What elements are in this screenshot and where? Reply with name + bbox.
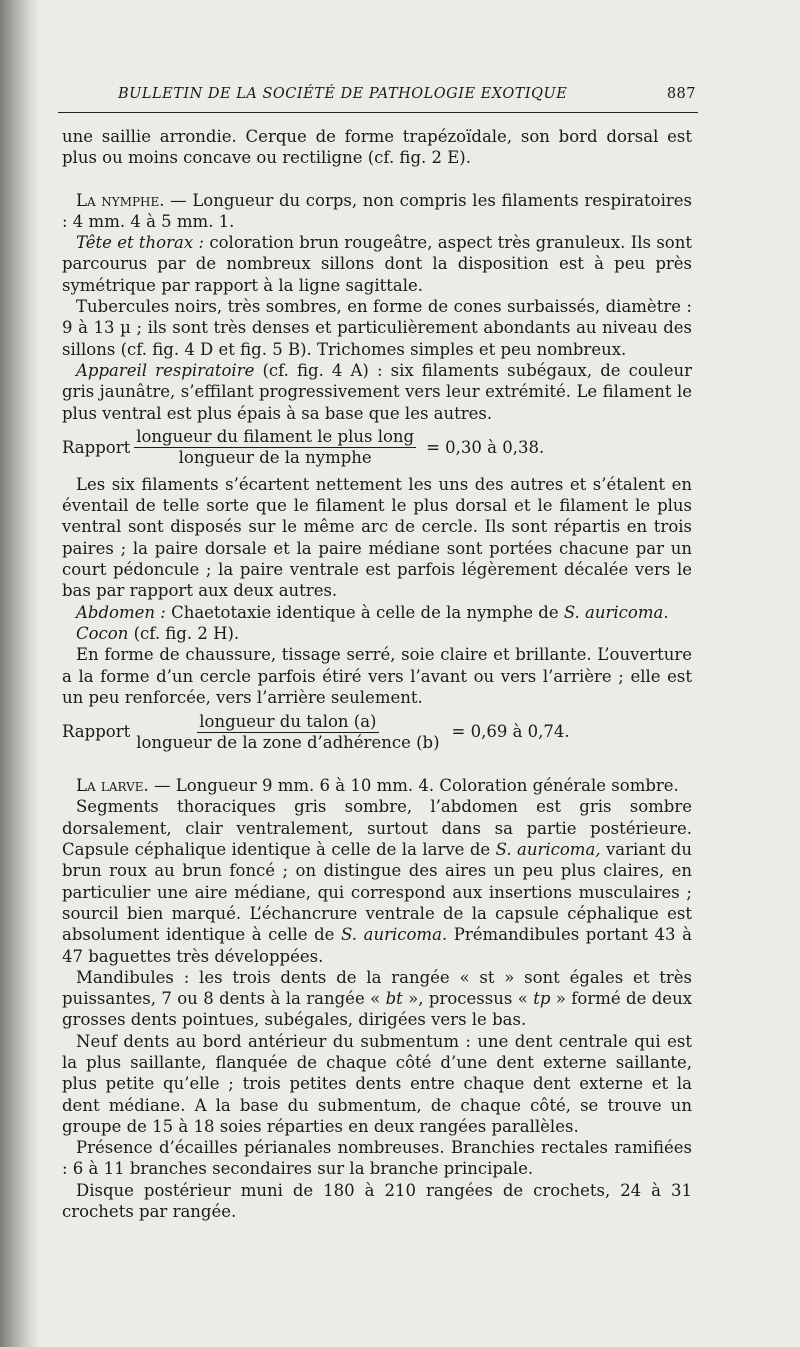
larve-intro-text: — Longueur 9 mm. 6 à 10 mm. 4. Coloration générale sombre. (148, 776, 679, 796)
formula-label: Rapport (62, 722, 131, 742)
segments-text: variant du brun roux au brun foncé ; on distingue des aires un peu plus claires, en particulier une aire médiane, qui correspond aux insertions musculaires ; sourcil bien marqué. L’échancrure ventrale de la capsule céphalique est absolument identique à celle de (62, 840, 692, 945)
row-code: bt (385, 989, 403, 1009)
nymphe-intro-text: — Longueur du corps, non compris les filaments respiratoires : 4 mm. 4 à 5 mm. 1. (62, 190, 693, 231)
abdomen-text: Chaetotaxie identique à celle de la nymphe de (165, 602, 564, 622)
tete-thorax-text: coloration brun rougeâtre, aspect très granuleux. Ils sont parcourus par de nombreux sillons dont la disposition est à peu près symétrique par rapport à la ligne sagittale. (62, 233, 692, 295)
mandibules-text: Mandibules : les trois dents de la rangée « st » sont égales et très puissantes, 7 ou 8 dents à la rangée « (62, 967, 692, 1009)
paragraph-nymphe-intro (62, 190, 692, 233)
fraction-numerator: longueur du talon (a) (199, 711, 377, 731)
paragraph-abdomen (62, 602, 692, 623)
running-header (58, 84, 698, 113)
paragraph-mandibules (62, 967, 692, 1031)
species-name: S. auricoma. (563, 602, 669, 622)
fraction-denominator: longueur de la nymphe (178, 448, 372, 468)
page-gutter-shadow (0, 0, 38, 1347)
formula-result: = 0,69 à 0,74. (451, 722, 570, 742)
formula-talon-ratio (62, 710, 692, 754)
section-heading-larve: La larve. (76, 776, 149, 796)
paragraph-ecailles: Présence d’écailles périanales nombreuses. Branchies rectales ramifiées : 6 à 11 branches secondaires sur la branche principale. (62, 1138, 692, 1179)
section-heading-nymphe: La nymphe. (76, 190, 165, 210)
paragraph-tete-thorax (62, 232, 692, 296)
fraction (134, 427, 416, 468)
mandibules-text: » formé de deux grosses dents pointues, subégales, dirigées vers le bas. (62, 989, 693, 1030)
mandibules-text: », processus « (402, 989, 534, 1009)
page-number: 887 (666, 86, 696, 102)
species-name: S. auricoma, (495, 840, 601, 860)
paragraph-submentum: Neuf dents au bord antérieur du submentum : une dent centrale qui est la plus saillante, flanquée de chaque côté d’une dent externe saillante, plus petite qu’elle ; trois petites dents entre chaque dent externe et la dent médiane. A la base du submentum, de chaque côté, se trouve un groupe de 15 à 18 soies réparties en deux rangées parallèles. (62, 1031, 692, 1136)
running-title: BULLETIN DE LA SOCIÉTÉ DE PATHOLOGIE EXOTIQUE (118, 86, 568, 102)
paragraph-tubercules: Tubercules noirs, très sombres, en forme de cones surbaissés, diamètre : 9 à 13 µ ; ils sont très denses et particulièrement abondants au niveau des sillons (cf. fig. 4 D et fig. 5 B). Trichomes simples et peu nombreux. (62, 297, 692, 359)
article-body (62, 126, 692, 1222)
subheading-appareil: Appareil respiratoire (76, 360, 255, 380)
segments-text: Prémandibules portant 43 à 47 baguettes très développées. (62, 925, 692, 966)
paragraph-disque: Disque postérieur muni de 180 à 210 rangées de crochets, 24 à 31 crochets par rangée. (62, 1180, 692, 1222)
paragraph-filaments: Les six filaments s’écartent nettement les uns des autres et s’étalent en éventail de telle sorte que le filament le plus dorsal et le filament le plus ventral sont disposés sur le même arc de cercle. Ils sont répartis en trois paires ; la paire dorsale et la paire médiane sont portées chacune par un court pédoncule ; la paire ventrale est parfois légèrement décalée vers le bas par rapport aux deux autres. (62, 474, 692, 601)
fraction (134, 712, 441, 753)
formula-label: Rapport (62, 438, 131, 458)
subheading-cocon: Cocon (76, 623, 129, 643)
paragraph-cocon: En forme de chaussure, tissage serré, soie claire et brillante. L’ouverture a la forme d’un cercle parfois étiré vers l’avant ou vers l’arrière ; elle est un peu renforcée, vers l’arrière seulement. (62, 645, 692, 707)
fraction-numerator: longueur du filament le plus long (136, 427, 415, 447)
formula-result: = 0,30 à 0,38. (426, 438, 545, 458)
process-code: tp (533, 989, 551, 1009)
paragraph-cerque: une saillie arrondie. Cerque de forme trapézoïdale, son bord dorsal est plus ou moins concave ou rectiligne (cf. fig. 2 E). (62, 127, 692, 168)
segments-text: Segments thoraciques gris sombre, l’abdomen est gris sombre dorsalement, clair ventralement, surtout dans sa partie postérieure. Capsule céphalique identique à celle de la larve de (62, 797, 692, 860)
paragraph-larve-intro (62, 775, 692, 796)
paragraph-appareil (62, 360, 692, 424)
paragraph-cocon-heading (62, 623, 692, 644)
appareil-text: (cf. fig. 4 A) : six filaments subégaux, de couleur gris jaunâtre, s’effilant progressivement vers leur extrémité. Le filament le plus ventral est plus épais à sa base que les autres. (62, 360, 692, 423)
subheading-abdomen: Abdomen : (76, 602, 166, 622)
species-name: S. auricoma. (341, 925, 448, 945)
paragraph-segments (62, 796, 692, 966)
cocon-ref: (cf. fig. 2 H). (128, 623, 240, 643)
fraction-denominator: longueur de la zone d’adhérence (b) (136, 732, 440, 752)
formula-filament-ratio (62, 426, 692, 470)
subheading-tete-thorax: Tête et thorax : (76, 233, 205, 253)
